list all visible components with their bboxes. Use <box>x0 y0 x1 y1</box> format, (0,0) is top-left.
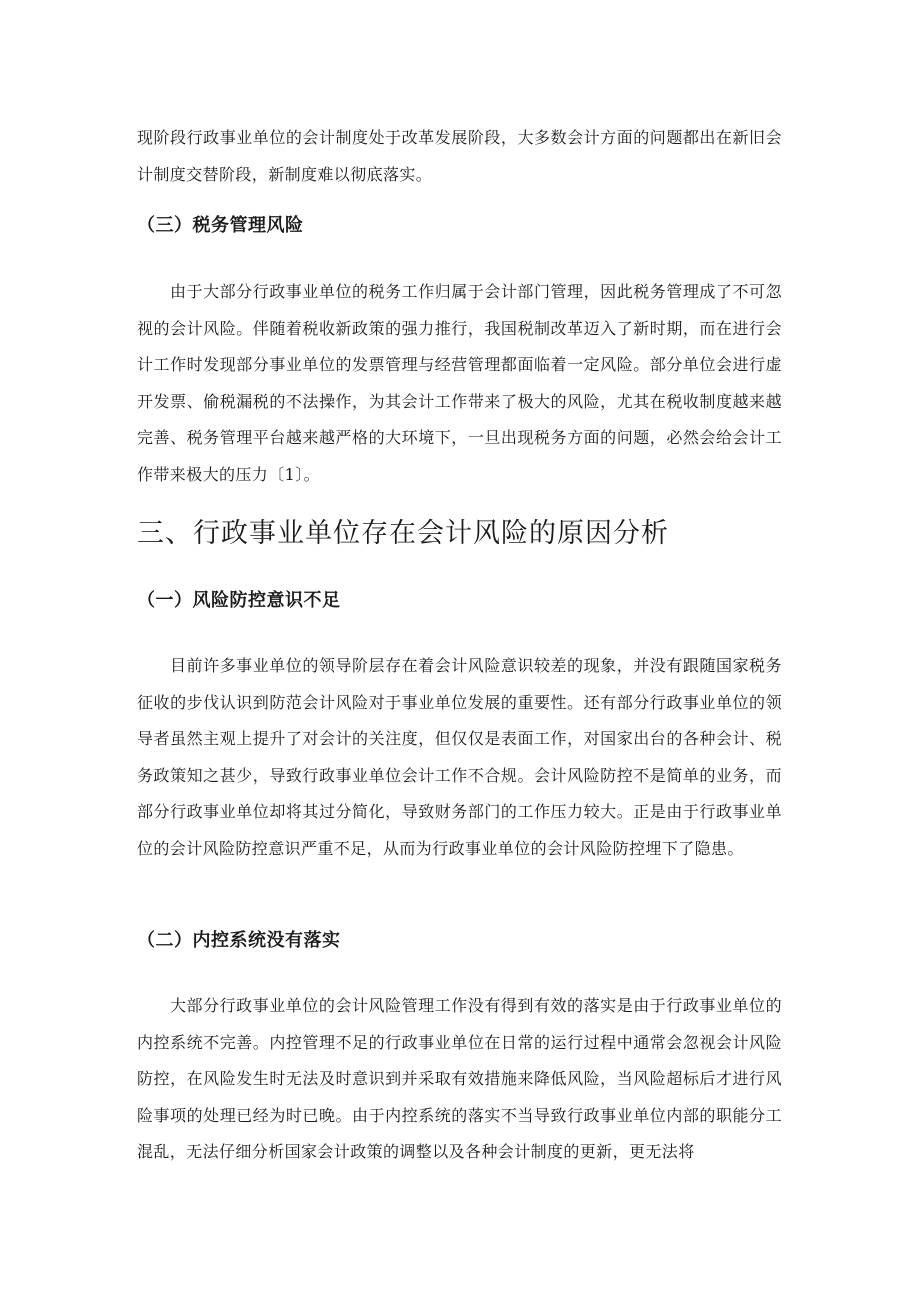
paragraph-tax-management-risk: 由于大部分行政事业单位的税务工作归属于会计部门管理，因此税务管理成了不可忽视的会计风险。伴随着税收新政策的强力推行，我国税制改革迈入了新时期，而在进行会计工作时发现部分事业单位的发票管理与经营管理都面临着一定风险。部分单位会进行虚开发票、偷税漏税的不法操作，为其会计工作带来了极大的风险，尤其在税收制度越来越完善、税务管理平台越来越严格的大环境下，一旦出现税务方面的问题，必然会给会计工作带来极大的压力〔1〕。 <box>137 282 782 484</box>
subheading-tax-management-risk: （三）税务管理风险 <box>137 215 304 236</box>
paragraph-accounting-system-reform: 现阶段行政事业单位的会计制度处于改革发展阶段，大多数会计方面的问题都出在新旧会计制度交替阶段，新制度难以彻底落实。 <box>137 128 782 184</box>
section-title-cause-analysis: 三、行政事业单位存在会计风险的原因分析 <box>137 518 669 549</box>
subheading-internal-control: （二）内控系统没有落实 <box>137 930 341 951</box>
subheading-risk-awareness: （一）风险防控意识不足 <box>137 590 341 611</box>
paragraph-risk-awareness: 目前许多事业单位的领导阶层存在着会计风险意识较差的现象，并没有跟随国家税务征收的步伐认识到防范会计风险对于事业单位发展的重要性。还有部分行政事业单位的领导者虽然主观上提升了对会计的关注度，但仅仅是表面工作，对国家出台的各种会计、税务政策知之甚少，导致行政事业单位会计工作不合规。会计风险防控不是简单的业务，而部分行政事业单位却将其过分简化，导致财务部门的工作压力较大。正是由于行政事业单位的会计风险防控意识严重不足，从而为行政事业单位的会计风险防控埋下了隐患。 <box>137 656 782 858</box>
paragraph-internal-control: 大部分行政事业单位的会计风险管理工作没有得到有效的落实是由于行政事业单位的内控系统不完善。内控管理不足的行政事业单位在日常的运行过程中通常会忽视会计风险防控，在风险发生时无法及时意识到并采取有效措施来降低风险，当风险超标后才进行风险事项的处理已经为时已晚。由于内控系统的落实不当导致行政事业单位内部的职能分工混乱，无法仔细分析国家会计政策的调整以及各种会计制度的更新，更无法将 <box>137 996 782 1161</box>
